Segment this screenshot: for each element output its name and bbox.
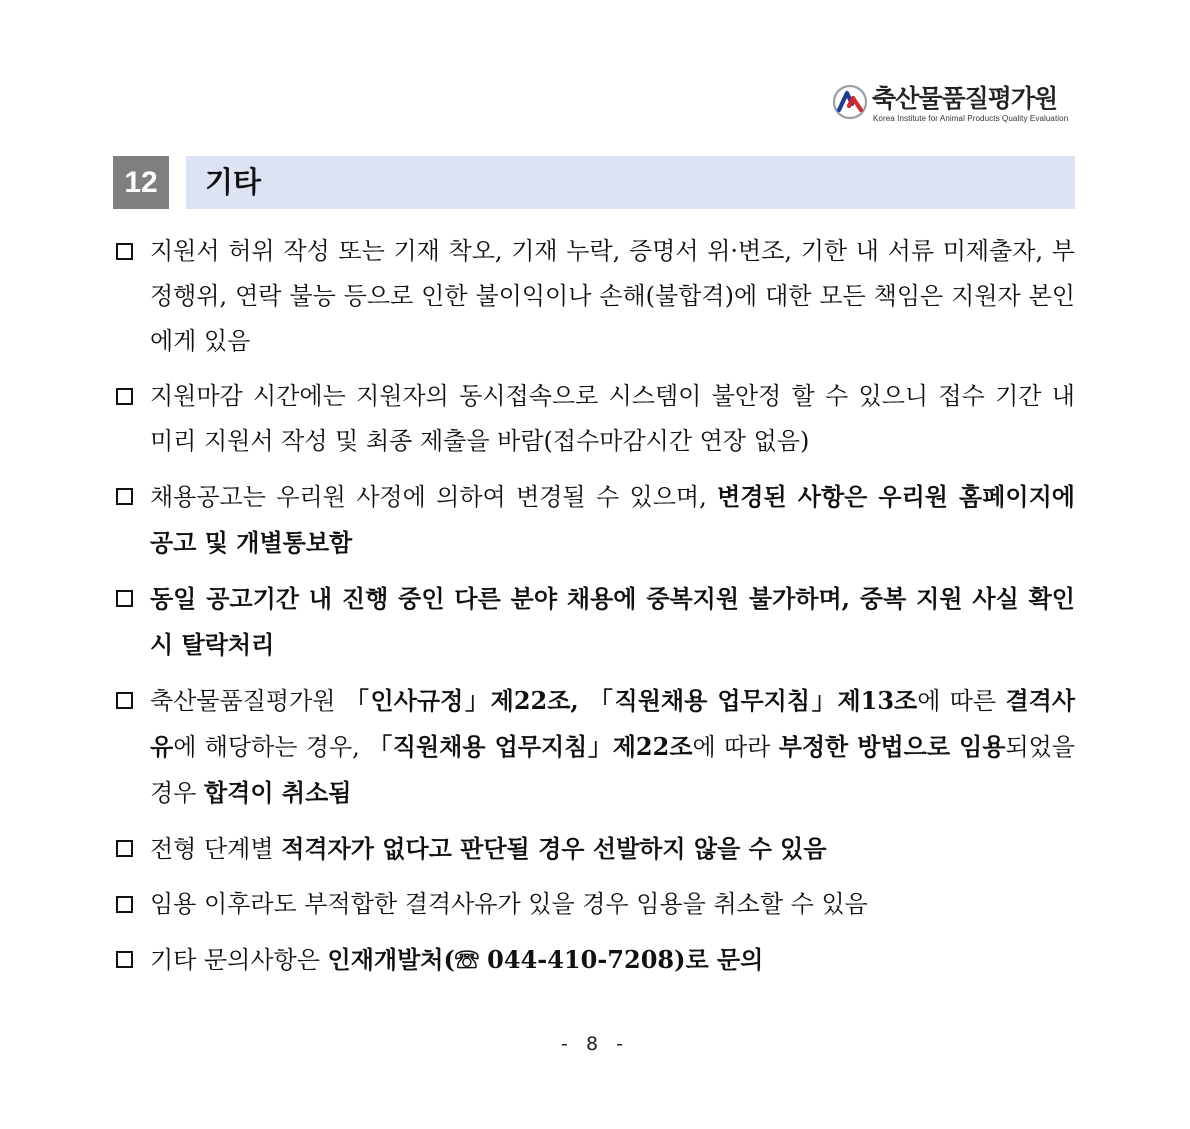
checkbox-bullet-icon: [116, 243, 133, 260]
list-item: [113, 678, 1075, 816]
list-item: [113, 576, 1075, 668]
item-text: 채용공고는 우리원 사정에 의하여 변경될 수 있으며,: [150, 483, 718, 511]
item-text: 축산물품질평가원: [150, 687, 345, 715]
bold-text: 인재개발처(☏ 044-410-7208)로 문의: [327, 945, 764, 974]
page-number: - 8 -: [561, 1033, 629, 1055]
list-item: [113, 374, 1075, 464]
checkbox-bullet-icon: [116, 840, 133, 857]
item-text: 임용 이후라도 부적합한 결격사유가 있을 경우 임용을 취소할 수 있음: [150, 890, 868, 918]
checkbox-bullet-icon: [116, 388, 133, 405]
bold-text: 결격사유: [150, 686, 1076, 761]
org-logo: [830, 82, 1080, 128]
section-number: 12: [113, 156, 169, 209]
list-item: [113, 474, 1075, 566]
kape-logo-icon: [832, 84, 868, 120]
org-name-english: Korea Institute for Animal Products Quality Evaluation: [873, 114, 1069, 123]
bold-text: 합격이 취소됨: [204, 778, 352, 807]
item-text: 에 따른: [917, 687, 1006, 715]
checkbox-bullet-icon: [116, 590, 133, 607]
notice-list: [113, 229, 1075, 983]
item-text: 기타 문의사항은: [150, 946, 328, 974]
item-text: 지원서 허위 작성 또는 기재 착오, 기재 누락, 증명서 위·변조, 기한 내 서류 미제출자, 부정행위, 연락 불능 등으로 인한 불이익이나 손해(불합격)에 대한 모든 책임은 지원자 본인에게 있음: [150, 237, 1075, 355]
section-heading-bar: [186, 156, 1075, 209]
item-text: 되었을 경우: [150, 733, 1076, 807]
bold-text: 적격자가 없다고 판단될 경우 선발하지 않을 수 있음: [281, 834, 827, 863]
bold-text: 「인사규정」제22조, 「직원채용 업무지침」제13조: [344, 686, 918, 715]
section-title: 기타: [205, 165, 262, 199]
list-item: [113, 826, 1075, 872]
bold-text: 「직원채용 업무지침」제22조: [368, 732, 693, 761]
item-text: 지원마감 시간에는 지원자의 동시접속으로 시스템이 불안정 할 수 있으니 접수 기간 내 미리 지원서 작성 및 최종 제출을 바람(접수마감시간 연장 없음): [150, 382, 1075, 455]
item-text: 에 따라: [692, 733, 779, 761]
bold-text: 부정한 방법으로 임용: [778, 732, 1006, 761]
item-text: 에 해당하는 경우,: [173, 733, 369, 761]
checkbox-bullet-icon: [116, 692, 133, 709]
list-item: [113, 937, 1075, 983]
list-item: [113, 882, 1075, 927]
checkbox-bullet-icon: [116, 896, 133, 913]
checkbox-bullet-icon: [116, 488, 133, 505]
bold-text: 동일 공고기간 내 진행 중인 다른 분야 채용에 중복지원 불가하며, 중복 지원 사실 확인 시 탈락처리: [150, 584, 1075, 659]
org-name: 축산물품질평가원: [872, 84, 1058, 113]
list-item: [113, 229, 1075, 364]
item-text: 전형 단계별: [150, 835, 282, 863]
checkbox-bullet-icon: [116, 951, 133, 968]
bold-text: 변경된 사항은 우리원 홈페이지에 공고 및 개별통보함: [150, 482, 1075, 557]
